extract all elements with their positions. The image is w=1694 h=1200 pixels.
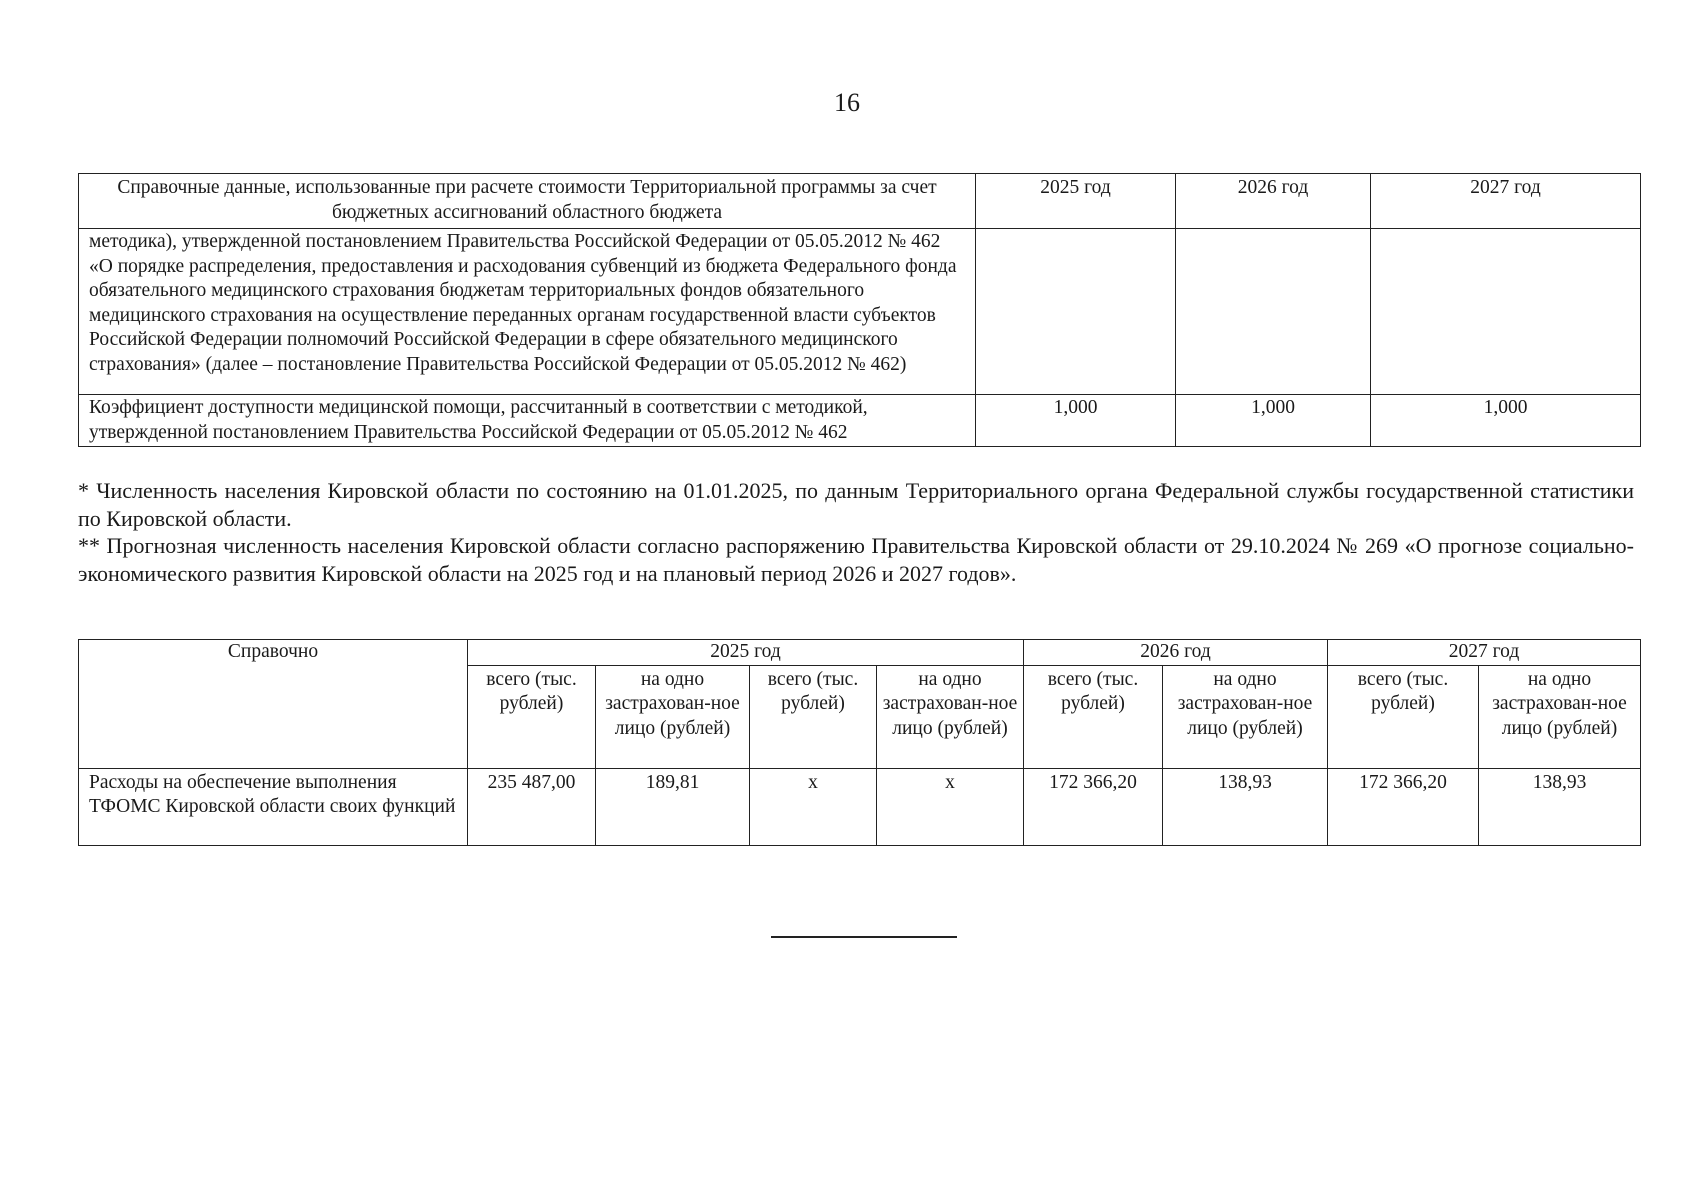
row-description: Коэффициент доступности медицинской помощи, рассчитанный в соответствии с методикой, утвержденной постановлением Правительства Российской Федерации от 05.05.2012 № 462 xyxy=(79,395,976,447)
subheader-per-insured: на одно застрахован-ное лицо (рублей) xyxy=(877,665,1024,768)
year-2025-header: 2025 год xyxy=(468,640,1024,666)
subheader-total: всего (тыс. рублей) xyxy=(1024,665,1163,768)
cell-2025-total-b: х xyxy=(750,768,877,845)
row-value-2027 xyxy=(1371,229,1641,395)
year-2027-header: 2027 год xyxy=(1328,640,1641,666)
header-year-2025: 2025 год xyxy=(976,174,1176,229)
cell-2025-total: 235 487,00 xyxy=(468,768,596,845)
cell-2026-per-insured: 138,93 xyxy=(1163,768,1328,845)
end-divider xyxy=(771,936,957,938)
cell-2025-per-insured: 189,81 xyxy=(596,768,750,845)
row-value-2026 xyxy=(1176,229,1371,395)
footnote-population: * Численность населения Кировской области по состоянию на 01.01.2025, по данным Территориального органа Федеральной службы государственной статистики по Кировской области. xyxy=(78,478,1634,531)
table-row xyxy=(79,229,1641,395)
row-value-2025: 1,000 xyxy=(976,395,1176,447)
corner-label: Справочно xyxy=(79,640,468,769)
reference-data-table xyxy=(78,173,1641,447)
year-2026-header: 2026 год xyxy=(1024,640,1328,666)
subheader-per-insured: на одно застрахован-ное лицо (рублей) xyxy=(596,665,750,768)
table-row xyxy=(79,395,1641,447)
row-description: методика), утвержденной постановлением Правительства Российской Федерации от 05.05.2012 № 462 «О порядке распределения, предоставления и расходования субвенций из бюджета Федерального фонда обязательного медицинского страхования бюджетам территориальных фондов обязательного медицинского страхования на осуществление переданных органам государственной власти субъектов Российской Федерации полномочий Российской Федерации в сфере обязательного медицинского страхования» (далее – постановление Правительства Российской Федерации от 05.05.2012 № 462) xyxy=(79,229,976,395)
header-year-2026: 2026 год xyxy=(1176,174,1371,229)
table-header-row xyxy=(79,174,1641,229)
table-row xyxy=(79,768,1641,845)
subheader-per-insured: на одно застрахован-ное лицо (рублей) xyxy=(1479,665,1641,768)
subheader-total: всего (тыс. рублей) xyxy=(750,665,877,768)
footnotes xyxy=(78,477,1634,587)
row-value-2026: 1,000 xyxy=(1176,395,1371,447)
page-number: 16 xyxy=(834,88,860,117)
subheader-total: всего (тыс. рублей) xyxy=(468,665,596,768)
footnote-forecast: ** Прогнозная численность населения Кировской области согласно распоряжению Правительства Кировской области от 29.10.2024 № 269 «О прогнозе социально-экономического развития Кировской области на 2025 год и на плановый период 2026 и 2027 годов». xyxy=(78,533,1634,586)
header-year-2027: 2027 год xyxy=(1371,174,1641,229)
cell-2027-total: 172 366,20 xyxy=(1328,768,1479,845)
cell-2025-per-insured-b: х xyxy=(877,768,1024,845)
subheader-per-insured: на одно застрахован-ное лицо (рублей) xyxy=(1163,665,1328,768)
row-value-2027: 1,000 xyxy=(1371,395,1641,447)
subheader-total: всего (тыс. рублей) xyxy=(1328,665,1479,768)
summary-table xyxy=(78,639,1641,846)
row-value-2025 xyxy=(976,229,1176,395)
cell-2027-per-insured: 138,93 xyxy=(1479,768,1641,845)
cell-2026-total: 172 366,20 xyxy=(1024,768,1163,845)
year-header-row xyxy=(79,640,1641,666)
row-label: Расходы на обеспечение выполнения ТФОМС Кировской области своих функций xyxy=(79,768,468,845)
header-description: Справочные данные, использованные при расчете стоимости Территориальной программы за счет бюджетных ассигнований областного бюджета xyxy=(79,174,976,229)
